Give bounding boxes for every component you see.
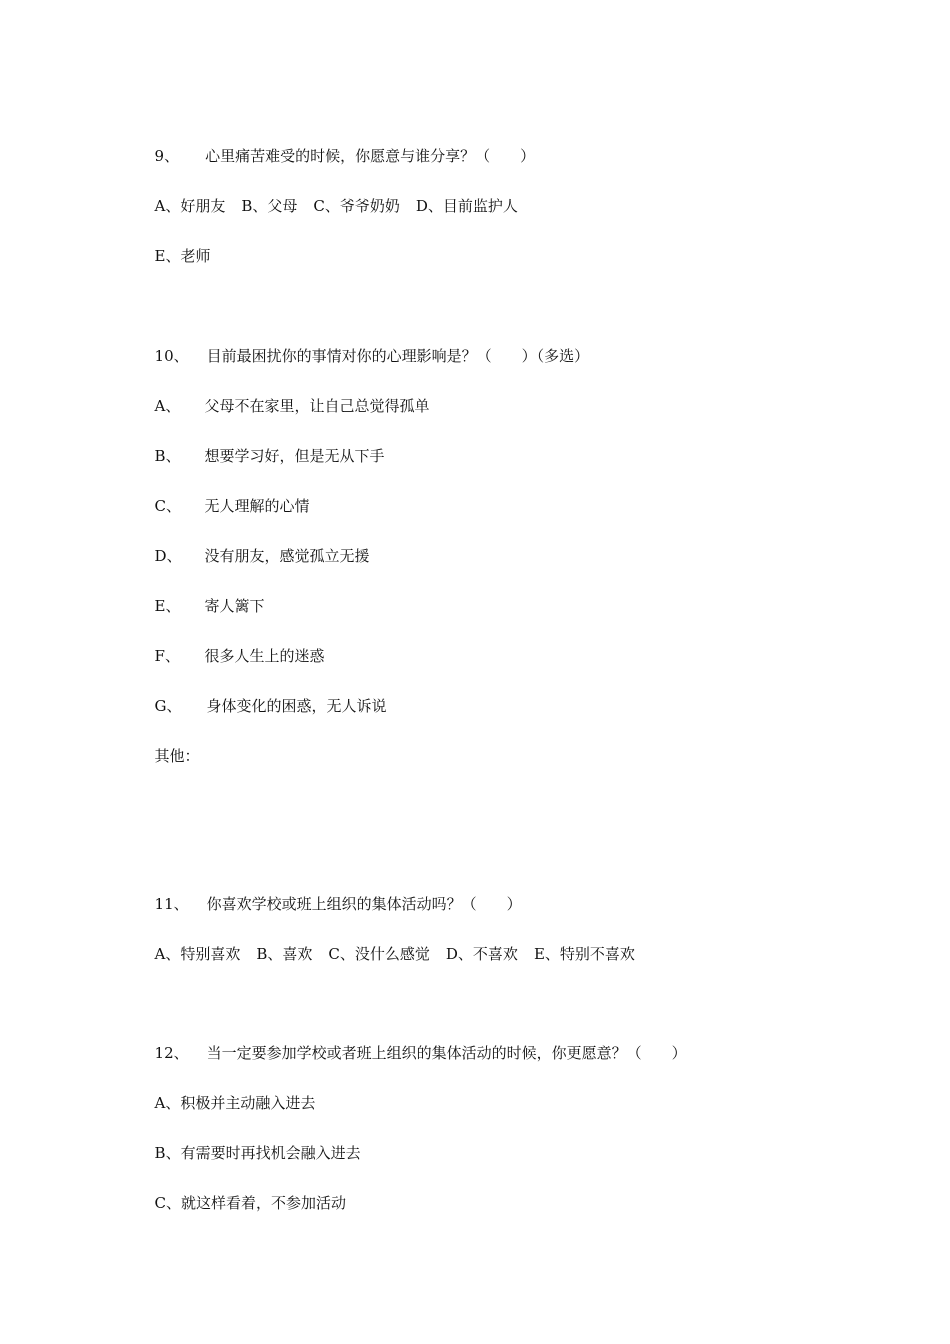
question-number: 11、 — [154, 895, 189, 913]
option-text: 身体变化的困惑，无人诉说 — [206, 697, 387, 715]
question-number: 12、 — [154, 1044, 189, 1062]
option-c: C、没什么感觉 — [328, 945, 430, 963]
option-letter: B、 — [154, 447, 181, 465]
option-d: D、不喜欢 — [445, 945, 518, 963]
question-10-option-g — [145, 676, 387, 716]
option-a: A、特别喜欢 — [154, 945, 241, 963]
question-12-option-a — [145, 1073, 315, 1113]
option-c: C、爷爷奶奶 — [313, 197, 400, 215]
question-text: 心里痛苦难受的时候，你愿意与谁分享？（ ） — [205, 147, 536, 165]
question-10-option-e — [145, 576, 265, 616]
other-label: 其他： — [154, 747, 200, 765]
question-11 — [145, 874, 522, 914]
question-10-option-c — [145, 476, 310, 516]
question-9 — [145, 126, 535, 166]
question-9-options-row-2 — [145, 226, 211, 266]
question-12-option-c — [145, 1173, 346, 1213]
question-12-option-b — [145, 1123, 361, 1163]
question-10-option-f — [145, 626, 325, 666]
option-letter: G、 — [154, 697, 182, 715]
question-10-option-b — [145, 426, 385, 466]
option-text: 没有朋友，感觉孤立无援 — [204, 547, 370, 565]
option-d: D、目前监护人 — [415, 197, 518, 215]
question-10-option-a — [145, 376, 430, 416]
question-number: 10、 — [154, 347, 189, 365]
question-text: 当一定要参加学校或者班上组织的集体活动的时候，你更愿意？（ ） — [206, 1044, 687, 1062]
option-text: 无人理解的心情 — [204, 497, 310, 515]
question-9-options-row-1 — [145, 176, 518, 216]
option-b: B、喜欢 — [256, 945, 313, 963]
option-letter: E、 — [154, 597, 181, 615]
option-b: B、有需要时再找机会融入进去 — [154, 1144, 361, 1162]
option-b: B、父母 — [241, 197, 298, 215]
question-text: 目前最困扰你的事情对你的心理影响是？（ ）（多选） — [206, 347, 590, 365]
option-text: 寄人篱下 — [204, 597, 265, 615]
option-text: 想要学习好，但是无从下手 — [204, 447, 385, 465]
option-e: E、特别不喜欢 — [533, 945, 635, 963]
question-10-option-d — [145, 526, 370, 566]
option-text: 父母不在家里，让自己总觉得孤单 — [204, 397, 430, 415]
question-12 — [145, 1023, 687, 1063]
question-number: 9、 — [154, 147, 180, 165]
option-c: C、就这样看着，不参加活动 — [154, 1194, 347, 1212]
option-letter: D、 — [154, 547, 182, 565]
option-a: A、好朋友 — [154, 197, 226, 215]
option-letter: A、 — [154, 397, 181, 415]
question-10-other — [145, 726, 200, 766]
option-a: A、积极并主动融入进去 — [154, 1094, 316, 1112]
question-10 — [145, 326, 589, 366]
question-11-options — [145, 924, 635, 964]
option-letter: C、 — [154, 497, 182, 515]
option-text: 很多人生上的迷惑 — [204, 647, 325, 665]
question-text: 你喜欢学校或班上组织的集体活动吗？（ ） — [206, 895, 522, 913]
option-letter: F、 — [154, 647, 180, 665]
option-e: E、老师 — [154, 247, 211, 265]
